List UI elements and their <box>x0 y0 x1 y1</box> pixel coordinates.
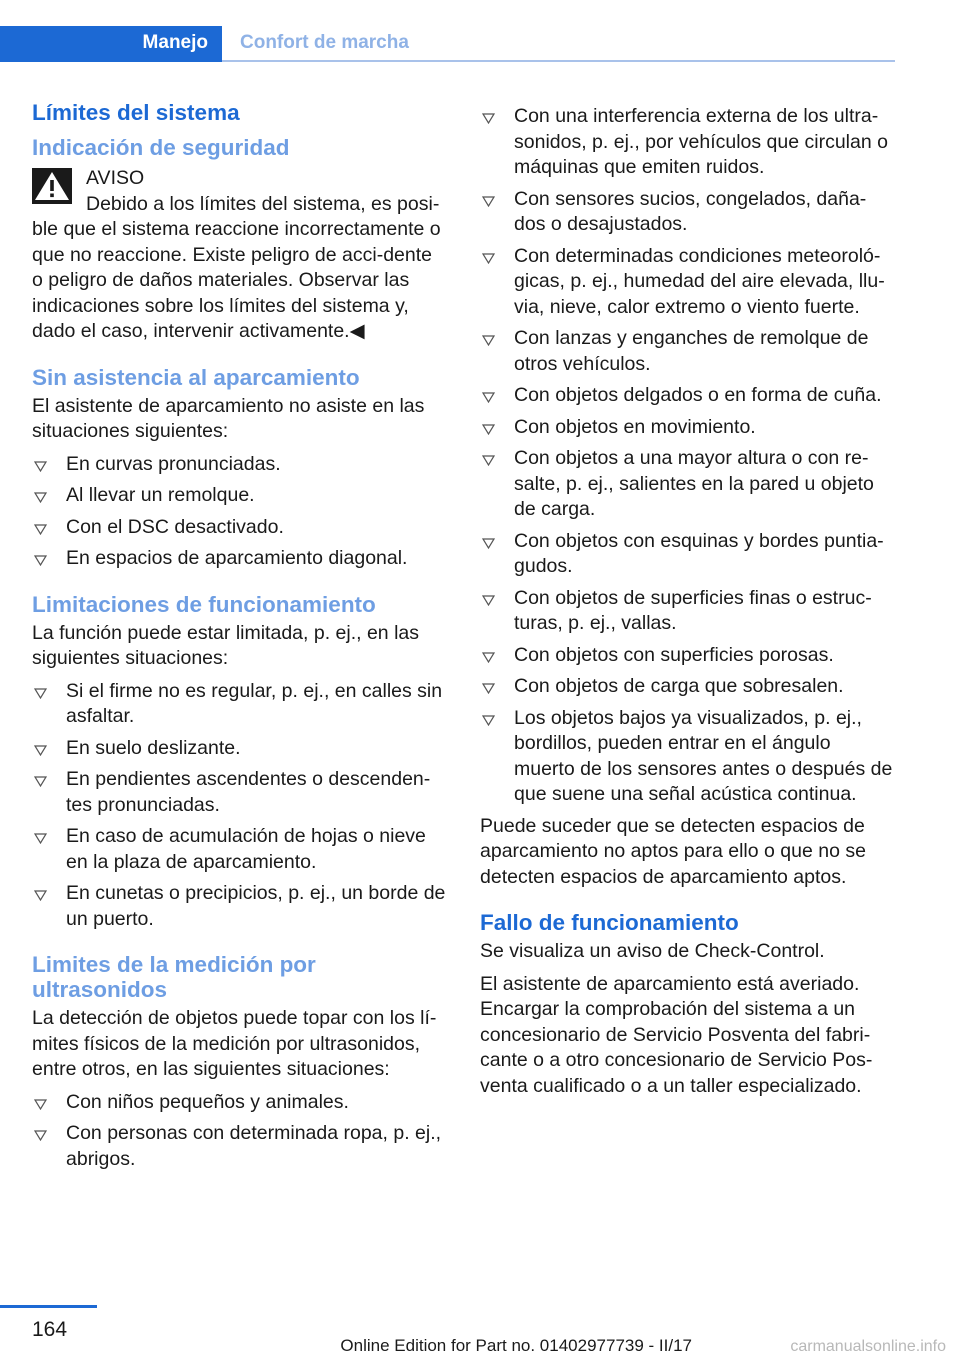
triangle-bullet-icon <box>482 424 495 435</box>
list-item: Con determinadas condiciones meteoroló-gicas, p. ej., humedad del aire elevada, llu-via, nieve, calor extremo o viento fuerte. <box>480 244 896 321</box>
detection-note: Puede suceder que se detecten espacios de aparcamiento no aptos para ello o que no se detecten espacios de aparcamiento aptos. <box>480 814 866 888</box>
limits-list <box>32 679 448 933</box>
list-item: En cunetas o precipicios, p. ej., un borde de un puerto. <box>32 881 448 932</box>
page-header <box>0 26 895 62</box>
footer-rule <box>0 1305 97 1308</box>
triangle-bullet-icon <box>482 253 495 264</box>
list-item: Con sensores sucios, congelados, daña-dos o desajustados. <box>480 187 896 238</box>
list-item: Si el firme no es regular, p. ej., en calles sin asfaltar. <box>32 679 448 730</box>
triangle-bullet-icon <box>482 652 495 663</box>
header-subsection-label: Confort de marcha <box>240 32 409 53</box>
list-item: En pendientes ascendentes o descenden-tes pronunciadas. <box>32 767 448 818</box>
list-item: Los objetos bajos ya visualizados, p. ej., bordillos, pueden entrar en el ángulo muerto de los sensores antes o después de que suene una señal acústica continua. <box>480 706 896 808</box>
triangle-bullet-icon <box>34 1130 47 1141</box>
ultrasound-heading: Limites de la medición por ultrasonidos <box>32 952 316 1002</box>
no-assist-list <box>32 452 448 572</box>
triangle-bullet-icon <box>34 890 47 901</box>
list-item: Con objetos a una mayor altura o con re-salte, p. ej., salientes en la pared u objeto de carga. <box>480 446 896 523</box>
right-column <box>480 100 896 1106</box>
fault-heading: Fallo de funcionamiento <box>480 910 739 935</box>
triangle-bullet-icon <box>34 1099 47 1110</box>
list-item: En espacios de aparcamiento diagonal. <box>32 546 448 572</box>
triangle-bullet-icon <box>34 776 47 787</box>
list-item: Con personas con determinada ropa, p. ej., abrigos. <box>32 1121 448 1172</box>
list-item: Con una interferencia externa de los ultra-sonidos, p. ej., por vehículos que circulan o máquinas que emiten ruidos. <box>480 104 896 181</box>
header-rule <box>222 60 895 62</box>
triangle-bullet-icon <box>482 113 495 124</box>
triangle-bullet-icon <box>482 715 495 726</box>
triangle-bullet-icon <box>34 555 47 566</box>
list-item: Con lanzas y enganches de remolque de otros vehículos. <box>480 326 896 377</box>
triangle-bullet-icon <box>482 595 495 606</box>
fault-paragraph-2: El asistente de aparcamiento está averiado. Encargar la comprobación del sistema a un concesionario de Servicio Posventa del fabri-cante o a otro concesionario de Servicio Pos-venta cualificado o a un taller especializado. <box>480 972 873 1097</box>
header-section-tab <box>0 26 222 62</box>
list-item: Con objetos delgados o en forma de cuña. <box>480 383 896 409</box>
list-item: En suelo deslizante. <box>32 736 448 762</box>
warning-triangle-icon <box>32 168 72 204</box>
warning-block <box>32 166 448 345</box>
fault-paragraph-1: Se visualiza un aviso de Check-Control. <box>480 940 825 962</box>
list-item: Con objetos con superficies porosas. <box>480 643 896 669</box>
list-item: Con objetos con esquinas y bordes puntia-gudos. <box>480 529 896 580</box>
no-assist-intro: El asistente de aparcamiento no asiste en las situaciones siguientes: <box>32 394 425 442</box>
triangle-bullet-icon <box>482 683 495 694</box>
triangle-bullet-icon <box>482 455 495 466</box>
limits-intro: La función puede estar limitada, p. ej., en las siguientes situaciones: <box>32 621 419 669</box>
triangle-bullet-icon <box>34 833 47 844</box>
list-item: Con objetos en movimiento. <box>480 415 896 441</box>
triangle-bullet-icon <box>34 745 47 756</box>
triangle-bullet-icon <box>482 335 495 346</box>
no-assist-heading: Sin asistencia al aparcamiento <box>32 364 360 390</box>
list-item: Con objetos de superficies finas o estruc-turas, p. ej., vallas. <box>480 586 896 637</box>
triangle-bullet-icon <box>34 492 47 503</box>
limits-heading: Limitaciones de funcionamiento <box>32 591 376 617</box>
edition-text: Online Edition for Part no. 01402977739 - II/17 <box>340 1336 692 1355</box>
triangle-bullet-icon <box>34 688 47 699</box>
ultrasound-list-continued <box>480 104 896 808</box>
ultrasound-list <box>32 1090 448 1173</box>
list-item: Con objetos de carga que sobresalen. <box>480 674 896 700</box>
header-section-label: Manejo <box>142 32 208 53</box>
triangle-bullet-icon <box>34 524 47 535</box>
list-item: En caso de acumulación de hojas o nieve en la plaza de aparcamiento. <box>32 824 448 875</box>
triangle-bullet-icon <box>482 392 495 403</box>
page-number: 164 <box>32 1318 68 1341</box>
list-item: Con el DSC desactivado. <box>32 515 448 541</box>
left-column <box>32 100 448 1178</box>
section-title: Límites del sistema <box>32 100 240 125</box>
triangle-bullet-icon <box>34 461 47 472</box>
safety-heading: Indicación de seguridad <box>32 135 290 160</box>
list-item: En curvas pronunciadas. <box>32 452 448 478</box>
ultrasound-intro: La detección de objetos puede topar con los lí-mites físicos de la medición por ultrasonidos, entre otros, en las siguientes situaciones: <box>32 1007 437 1080</box>
triangle-bullet-icon <box>482 196 495 207</box>
triangle-bullet-icon <box>482 538 495 549</box>
warning-label: AVISO <box>86 167 145 189</box>
list-item: Con niños pequeños y animales. <box>32 1090 448 1116</box>
warning-text: Debido a los límites del sistema, es posi-ble que el sistema reaccione incorrectamente o que no reaccione. Existe peligro de acci-dente o peligro de daños materiales. Observar las indicaciones sobre los límites del sistema y, dado el caso, intervenir activamente.◀ <box>32 192 441 342</box>
list-item: Al llevar un remolque. <box>32 483 448 509</box>
watermark: carmanualsonline.info <box>790 1338 946 1355</box>
